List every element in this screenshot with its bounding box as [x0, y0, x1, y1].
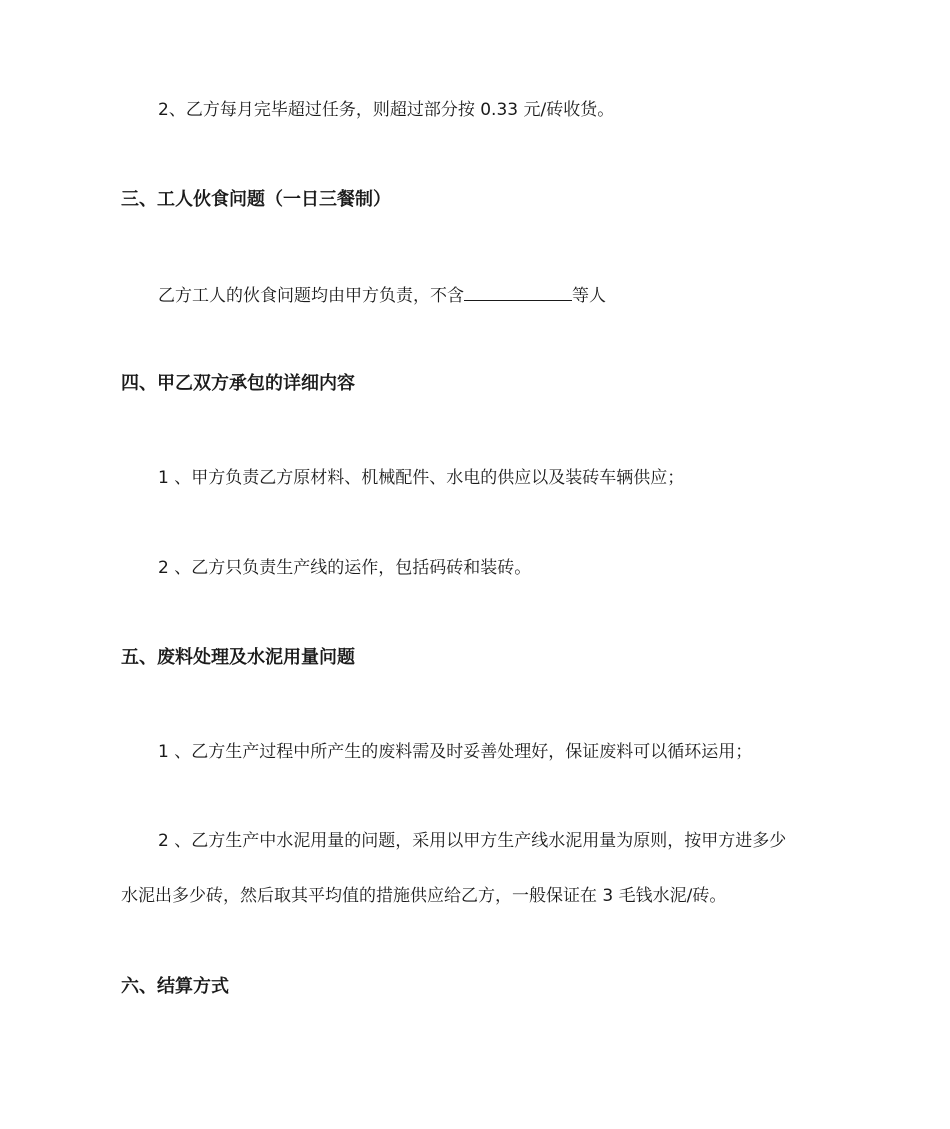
section-6-heading: 六、结算方式 [121, 976, 229, 997]
section-5-heading: 五、废料处理及水泥用量问题 [121, 647, 355, 668]
paragraph-meals [158, 282, 606, 308]
section-5-item-2-line-1: 2 、乙方生产中水泥用量的问题，采用以甲方生产线水泥用量为原则，按甲方进多少 [158, 831, 787, 851]
section-4-item-1: 1 、甲方负责乙方原材料、机械配件、水电的供应以及装砖车辆供应； [158, 468, 685, 488]
paragraph-overquota: 2、乙方每月完毕超过任务，则超过部分按 0.33 元/砖收货。 [158, 100, 615, 120]
section-5-item-2-line-2: 水泥出多少砖，然后取其平均值的措施供应给乙方，一般保证在 3 毛钱水泥/砖。 [121, 886, 727, 906]
section-4-heading: 四、甲乙双方承包的详细内容 [121, 373, 355, 394]
meals-text-after: 等人 [572, 286, 606, 306]
meals-text-before: 乙方工人的伙食问题均由甲方负责，不含 [158, 286, 464, 306]
section-5-item-1: 1 、乙方生产过程中所产生的废料需及时妥善处理好，保证废料可以循环运用； [158, 742, 753, 762]
section-3-heading: 三、工人伙食问题（一日三餐制） [121, 189, 391, 210]
section-4-item-2: 2 、乙方只负责生产线的运作，包括码砖和装砖。 [158, 558, 532, 578]
fill-in-blank [464, 282, 572, 301]
